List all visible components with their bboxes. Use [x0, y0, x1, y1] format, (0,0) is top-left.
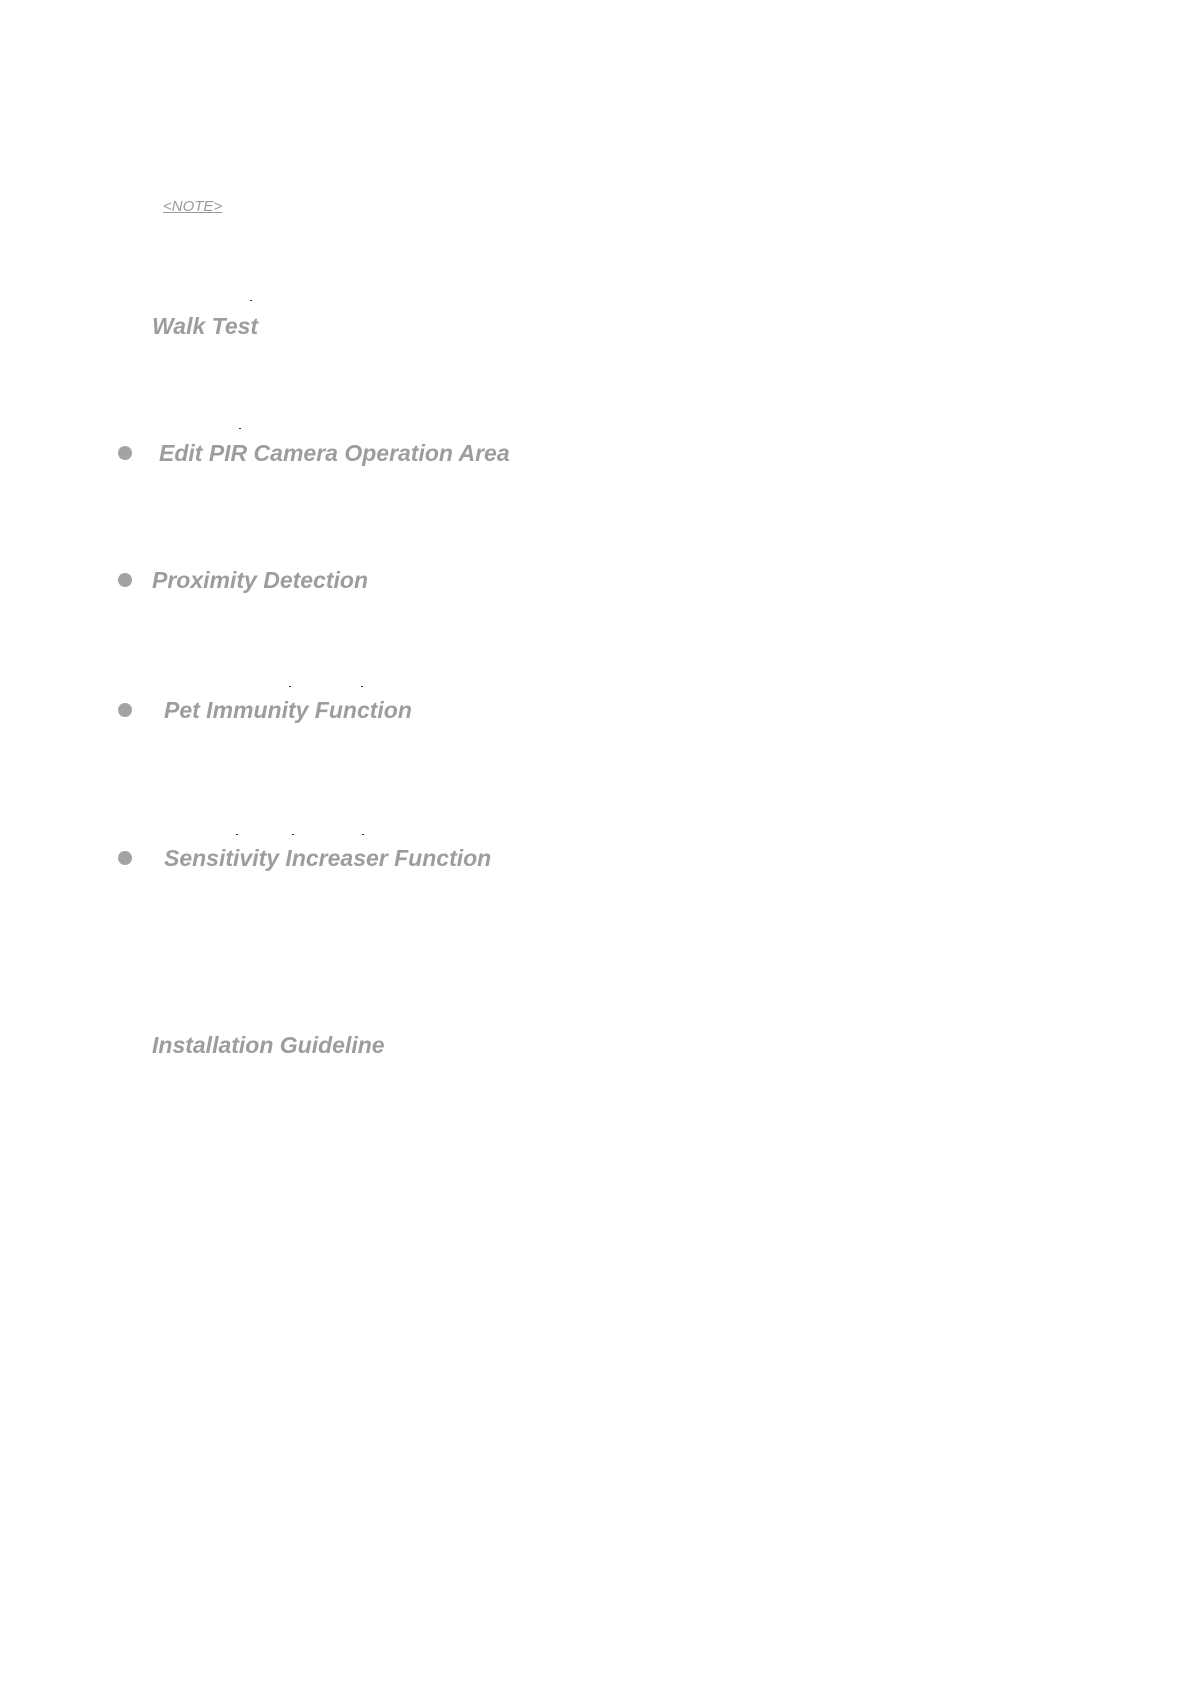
speck-mark — [292, 834, 294, 835]
heading-edit-pir-camera-operation-area: Edit PIR Camera Operation Area — [159, 440, 510, 466]
speck-mark — [239, 428, 241, 429]
heading-installation-guideline: Installation Guideline — [152, 1032, 385, 1058]
speck-mark — [289, 686, 291, 687]
heading-sensitivity-increaser-function: Sensitivity Increaser Function — [164, 845, 492, 871]
note-label: <NOTE> — [163, 198, 223, 215]
speck-mark — [236, 834, 238, 835]
bullet-icon — [118, 703, 132, 717]
speck-mark — [361, 686, 363, 687]
speck-mark — [362, 834, 364, 835]
bullet-icon — [118, 573, 132, 587]
heading-pet-immunity-function: Pet Immunity Function — [164, 697, 412, 723]
bullet-icon — [118, 851, 132, 865]
heading-proximity-detection: Proximity Detection — [152, 567, 368, 593]
speck-mark — [250, 300, 252, 301]
bullet-icon — [118, 446, 132, 460]
heading-walk-test: Walk Test — [152, 313, 259, 339]
